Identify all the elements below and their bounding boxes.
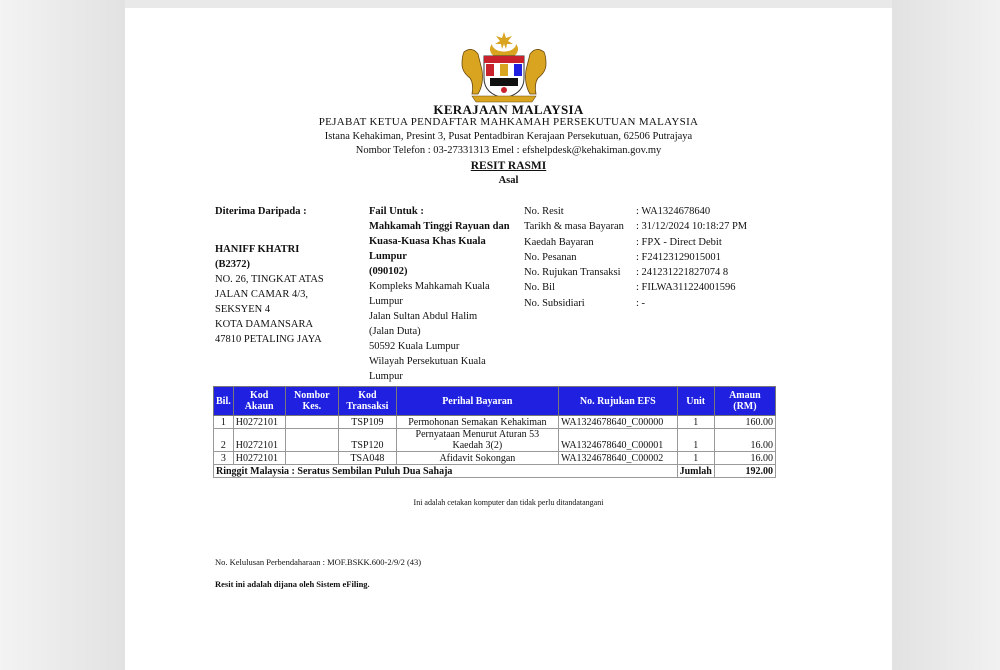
table-header-row <box>214 387 776 416</box>
total-row <box>214 465 776 478</box>
office-address: Istana Kehakiman, Presint 3, Pusat Pentadbiran Kerajaan Persekutuan, 62506 Putrajaya <box>324 131 693 142</box>
payer-address-line: SEKSYEN 4 <box>215 304 271 315</box>
col-header-rujukan: No. Rujukan EFS <box>558 387 677 416</box>
court-address-line: Lumpur <box>369 371 403 382</box>
meta-row-transaction-ref: No. Rujukan Transaksi : 241231221827074 8 <box>524 267 729 279</box>
payer-address-line: KOTA DAMANSARA <box>215 319 314 330</box>
treasury-approval-no: No. Kelulusan Perbendaharaan : MOF.BSKK.600-2/9/2 (43) <box>215 557 422 567</box>
court-code: (090102) <box>369 266 408 277</box>
col-header-bil: Bil. <box>214 387 234 416</box>
col-header-kod-transaksi: Kod Transaksi <box>339 387 397 416</box>
meta-row-subsidiary-no: No. Subsidiari : - <box>524 297 646 309</box>
total-amount: 192.00 <box>714 465 775 478</box>
col-header-nombor-kes: Nombor Kes. <box>285 387 339 416</box>
receipt-page <box>125 8 892 670</box>
table-row: 1 H0272101 TSP109 Permohonan Semakan Kehakiman WA1324678640_C00000 1 160.00 <box>214 416 776 429</box>
payer-address-line: JALAN CAMAR 4/3, <box>215 289 309 300</box>
meta-row-payment-datetime: Tarikh & masa Bayaran : 31/12/2024 10:18:27 PM <box>524 221 748 233</box>
court-name-line: Kuasa-Kuasa Khas Kuala <box>369 236 486 247</box>
office-name: PEJABAT KETUA PENDAFTAR MAHKAMAH PERSEKUTUAN MALAYSIA <box>318 116 699 128</box>
court-address-line: 50592 Kuala Lumpur <box>369 341 460 352</box>
malaysia-coat-of-arms-icon <box>454 30 554 110</box>
office-contact: Nombor Telefon : 03-27331313 Emel : efshelpdesk@kehakiman.gov.my <box>355 145 662 156</box>
col-header-perihal: Perihal Bayaran <box>396 387 558 416</box>
col-header-amaun: Amaun (RM) <box>714 387 775 416</box>
total-in-words: Ringgit Malaysia : Seratus Sembilan Puluh Dua Sahaja <box>214 465 678 478</box>
received-from-block <box>215 204 324 347</box>
payer-address-line: NO. 26, TINGKAT ATAS <box>215 274 324 285</box>
payer-address-line: 47810 PETALING JAYA <box>215 334 322 345</box>
total-label: Jumlah <box>677 465 714 478</box>
court-address-line: Lumpur <box>369 296 403 307</box>
court-address-line: Wilayah Persekutuan Kuala <box>369 356 486 367</box>
court-address-line: (Jalan Duta) <box>369 326 421 337</box>
payer-name: HANIFF KHATRI <box>215 244 300 255</box>
meta-row-order-no: No. Pesanan : F24123129015001 <box>524 251 721 263</box>
payment-items-table <box>213 386 776 478</box>
system-generated-note: Resit ini adalah dijana oleh Sistem eFiling. <box>215 579 370 589</box>
document-title: RESIT RASMI <box>470 160 547 172</box>
background-left <box>0 0 125 670</box>
meta-row-payment-method: Kaedah Bayaran : FPX - Direct Debit <box>524 236 722 248</box>
col-header-unit: Unit <box>677 387 714 416</box>
table-row: 2 H0272101 TSP120 Pernyataan Menurut Aturan 53 Kaedah 3(2) WA1324678640_C00001 1 16.00 <box>214 429 776 452</box>
perihal-cell: Pernyataan Menurut Aturan 53 Kaedah 3(2) <box>396 429 558 452</box>
file-for-label: Fail Untuk : <box>369 206 424 217</box>
payer-code: (B2372) <box>215 259 250 270</box>
file-for-block <box>369 204 529 384</box>
computer-print-note: Ini adalah cetakan komputer dan tidak perlu ditandatangani <box>413 498 604 507</box>
meta-row-receipt-no: No. Resit : WA1324678640 <box>524 206 711 217</box>
meta-row-bill-no: No. Bil : FILWA311224001596 <box>524 282 736 294</box>
col-header-kod-akaun: Kod Akaun <box>233 387 285 416</box>
court-address-line: Kompleks Mahkamah Kuala <box>369 281 490 292</box>
court-name-line: Lumpur <box>369 251 407 262</box>
court-name-line: Mahkamah Tinggi Rayuan dan <box>369 221 510 232</box>
received-from-label: Diterima Daripada : <box>215 206 307 217</box>
government-title: KERAJAAN MALAYSIA <box>433 102 584 117</box>
table-row: 3 H0272101 TSA048 Afidavit Sokongan WA1324678640_C00002 1 16.00 <box>214 452 776 465</box>
receipt-meta-block <box>524 204 747 311</box>
court-address-line: Jalan Sultan Abdul Halim <box>369 311 478 322</box>
copy-label: Asal <box>498 175 519 186</box>
background-right <box>892 0 1000 670</box>
